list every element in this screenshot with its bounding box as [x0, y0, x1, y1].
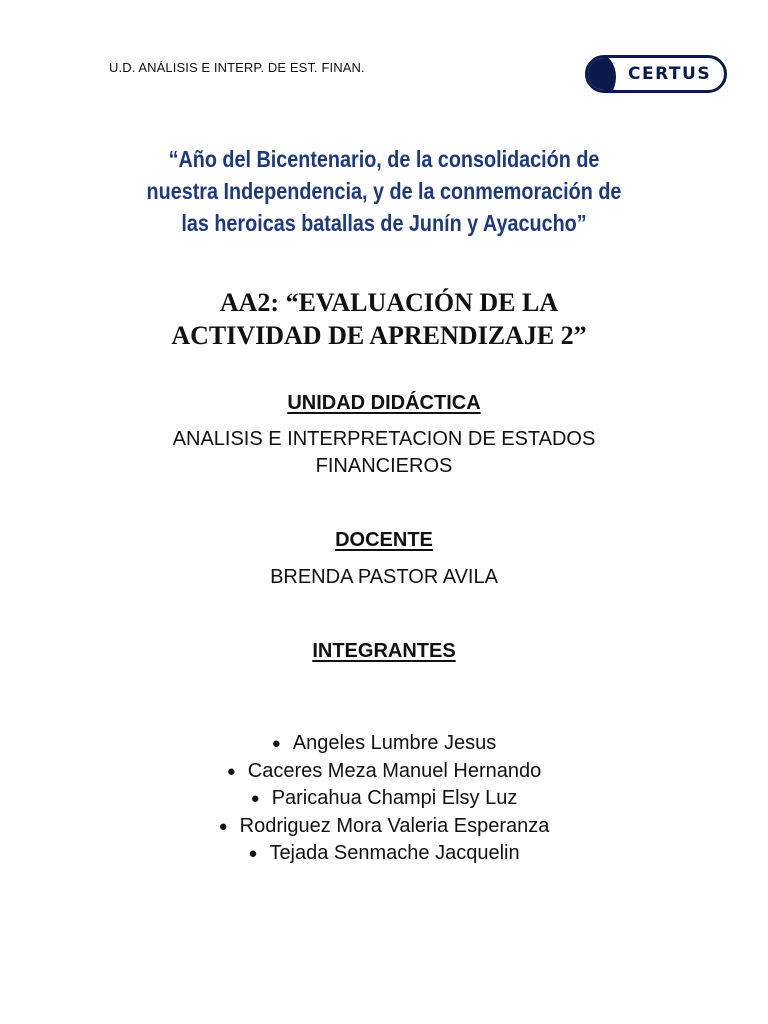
unidad-line-1: ANALISIS E INTERPRETACION DE ESTADOS [172, 428, 596, 450]
motto-line: las heroicas batallas de Junín y Ayacucho” [181, 210, 587, 236]
certus-logo [585, 55, 727, 93]
list-item [0, 785, 768, 813]
bullet-icon: ● [226, 762, 236, 780]
member-name: Rodriguez Mora Valeria Esperanza [239, 814, 550, 837]
member-name: Paricahua Champi Elsy Luz [271, 787, 518, 809]
motto-line: “Año del Bicentenario, de la consolidación de [168, 146, 600, 172]
docente-name: BRENDA PASTOR AVILA [270, 566, 498, 588]
integrantes-section [0, 638, 768, 665]
title-line-1: AA2: “EVALUACIÓN DE LA [219, 288, 559, 317]
member-name: Tejada Senmache Jacquelin [269, 842, 520, 864]
docente-section [0, 527, 768, 591]
logo-swoosh-icon [585, 55, 616, 93]
bullet-icon: ● [250, 790, 260, 807]
member-name: Angeles Lumbre Jesus [292, 732, 497, 754]
title-line-2: ACTIVIDAD DE APRENDIZAJE 2” [171, 321, 587, 350]
document-title [0, 286, 768, 352]
unidad-heading: UNIDAD DIDÁCTICA [287, 392, 481, 414]
list-item [0, 813, 768, 841]
logo-text: CERTUS [628, 64, 712, 84]
docente-heading: DOCENTE [335, 529, 433, 551]
unidad-section [0, 390, 768, 480]
list-item [0, 730, 768, 758]
list-item [0, 758, 768, 786]
list-item [0, 840, 768, 868]
members-list [0, 730, 768, 868]
bullet-icon: ● [218, 817, 228, 835]
bullet-icon: ● [248, 845, 258, 862]
year-motto [54, 143, 714, 239]
course-label: U.D. ANÁLISIS E INTERP. DE EST. FINAN. [109, 60, 365, 75]
bullet-icon: ● [271, 735, 281, 752]
motto-line: nuestra Independencia, y de la conmemoración de [146, 178, 622, 204]
unidad-line-2: FINANCIEROS [315, 455, 453, 477]
integrantes-heading: INTEGRANTES [312, 640, 456, 662]
member-name: Caceres Meza Manuel Hernando [247, 759, 542, 782]
